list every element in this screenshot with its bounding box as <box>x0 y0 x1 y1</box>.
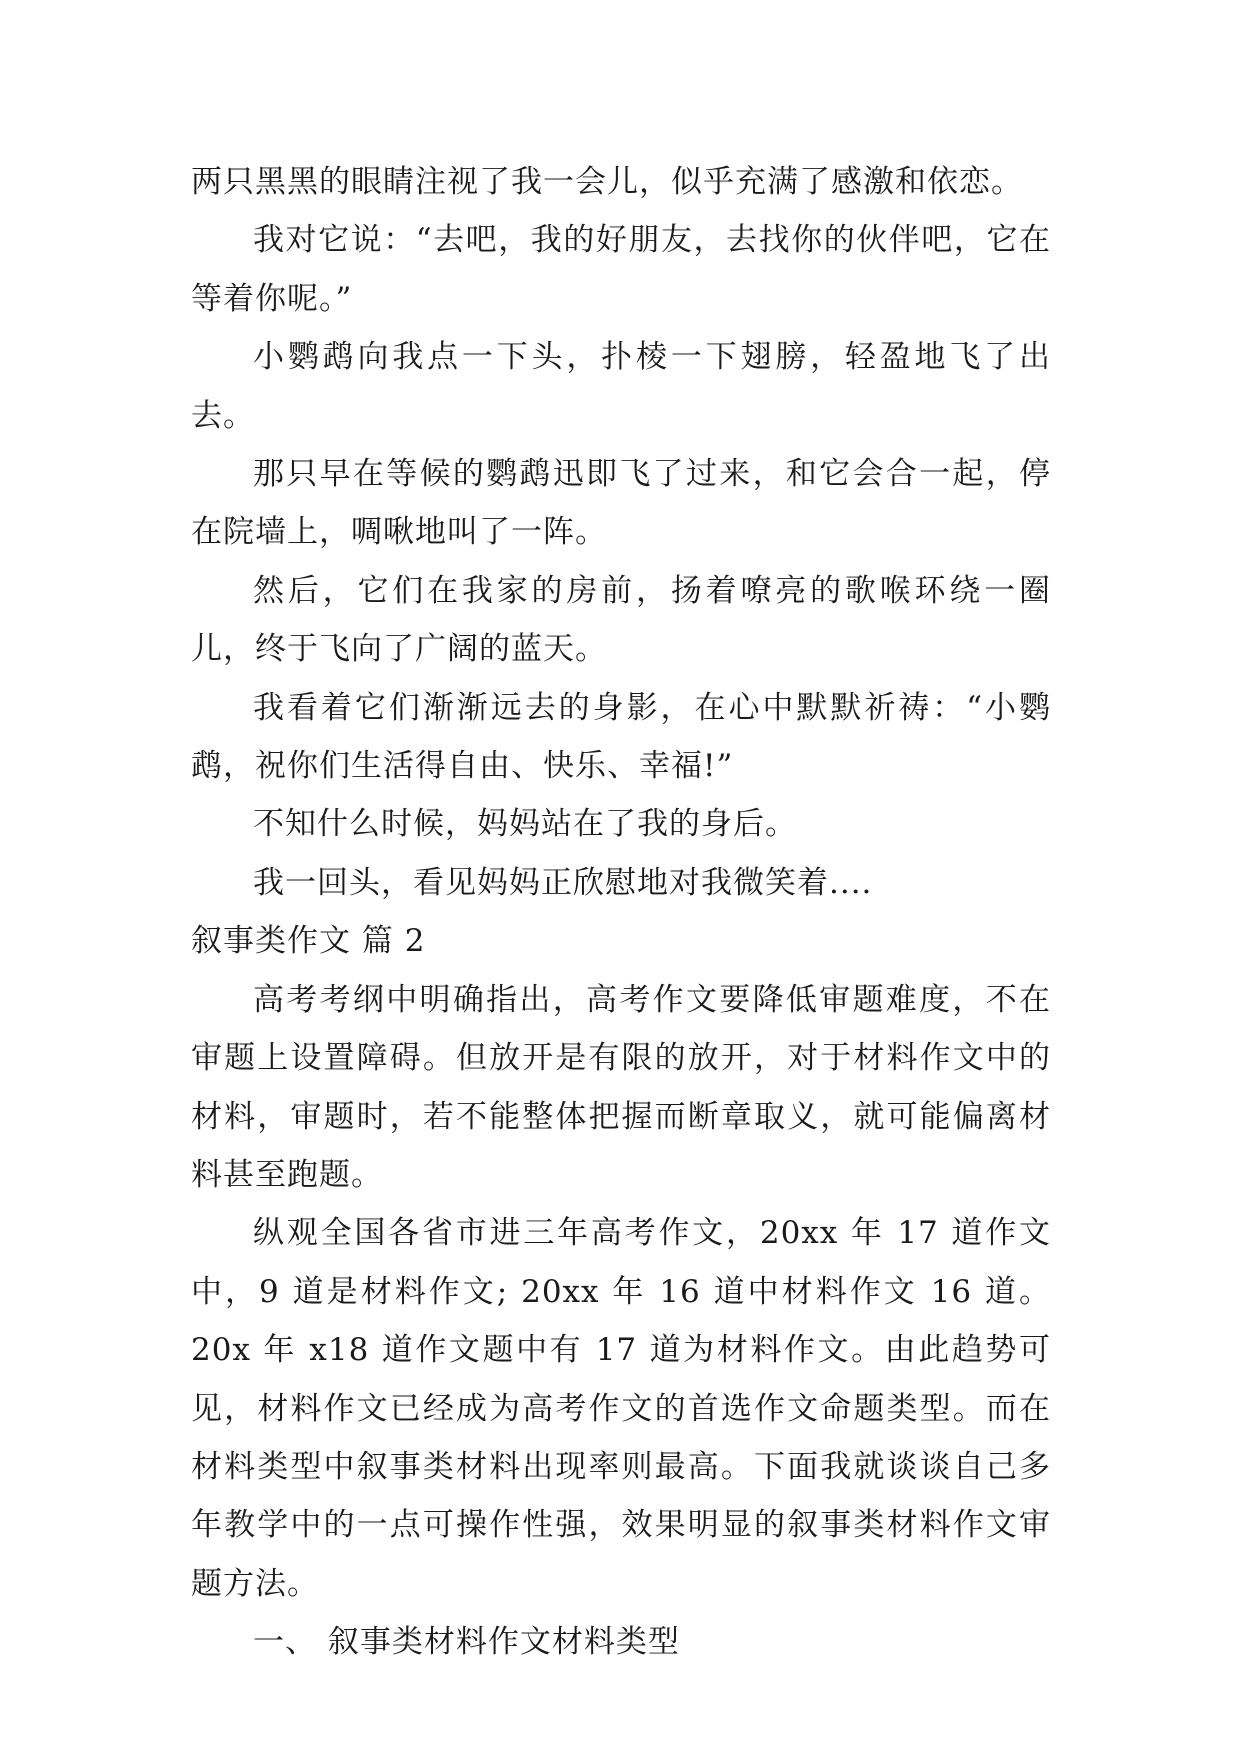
section-heading: 叙事类作文 篇 2 <box>191 923 426 960</box>
paragraph: 小鹦鹉向我点一下头，扑棱一下翅膀，轻盈地飞了出去。 <box>191 339 1051 434</box>
paragraph: 我看着它们渐渐远去的身影，在心中默默祈祷：“小鹦鹉，祝你们生活得自由、快乐、幸福!” <box>191 689 1051 785</box>
paragraph: 然后，它们在我家的房前，扬着嘹亮的歌喉环绕一圈儿，终于飞向了广阔的蓝天。 <box>191 572 1051 668</box>
paragraph: 两只黑黑的眼睛注视了我一会儿，似乎充满了感激和依恋。 <box>191 164 1023 200</box>
paragraph: 那只早在等候的鹦鹉迅即飞了过来，和它会合一起，停在院墙上，啁啾地叫了一阵。 <box>191 456 1051 551</box>
document-body <box>191 153 1051 1672</box>
subsection-heading: 一、 叙事类材料作文材料类型 <box>253 1624 680 1661</box>
paragraph: 不知什么时候，妈妈站在了我的身后。 <box>253 806 797 843</box>
paragraph: 我对它说：“去吧，我的好朋友，去找你的伙伴吧，它在等着你呢。” <box>191 222 1051 317</box>
paragraph: 我一回头，看见妈妈正欣慰地对我微笑着.... <box>253 864 873 901</box>
paragraph: 高考考纲中明确指出，高考作文要降低审题难度，不在审题上设置障碍。但放开是有限的放开，对于材料作文中的材料，审题时，若不能整体把握而断章取义，就可能偏离材料甚至跑题。 <box>191 981 1051 1193</box>
paragraph: 纵观全国各省市进三年高考作文，20xx 年 17 道作文中，9 道是材料作文; 20xx 年 16 道中材料作文 16 道。20x 年 x18 道作文题中有 17 道为材料作文。由此趋势可见，材料作文已经成为高考作文的首选作文命题类型。而在材料类型中叙事类材料出现率则最高。下面我就谈谈自己多年教学中的一点可操作性强，效果明显的叙事类材料作文审题方法。 <box>191 1215 1051 1602</box>
